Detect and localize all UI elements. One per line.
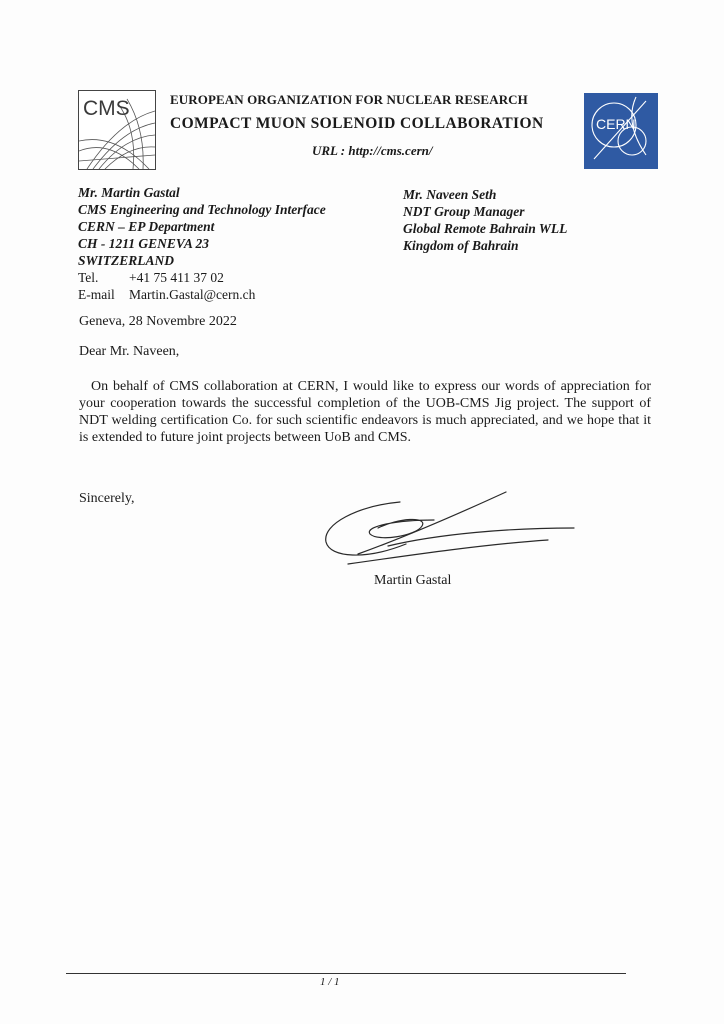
salutation: Dear Mr. Naveen, (79, 344, 180, 359)
recipient-name: Mr. Naveen Seth (403, 187, 497, 202)
recipient-title: NDT Group Manager (403, 204, 525, 219)
recipient-address-block (403, 186, 567, 254)
phone-label: Tel. (78, 270, 99, 285)
sender-phone-row (78, 269, 326, 286)
sender-title: CMS Engineering and Technology Interface (78, 202, 326, 217)
phone-number: +41 75 411 37 02 (129, 270, 224, 285)
cern-logo (584, 93, 658, 169)
closing: Sincerely, (79, 491, 135, 506)
email-label: E-mail (78, 287, 115, 302)
sender-address-block (78, 184, 326, 303)
signer-name: Martin Gastal (374, 573, 452, 588)
letter-date: Geneva, 28 Novembre 2022 (79, 314, 237, 329)
sender-name: Mr. Martin Gastal (78, 185, 180, 200)
handwritten-signature (318, 484, 580, 570)
letter-body: On behalf of CMS collaboration at CERN, I would like to express our words of appreciation for your cooperation towards the successful completion of the UOB-CMS Jig project. The support of NDT welding certification Co. for such scientific endeavors is much appreciated, and we hope that it is extended to future joint projects between UoB and CMS. (79, 379, 651, 445)
collaboration-name: COMPACT MUON SOLENOID COLLABORATION (170, 115, 544, 132)
footer-divider (66, 973, 626, 974)
sender-city: CH - 1211 GENEVA 23 (78, 236, 210, 251)
cms-logo-text: CMS (83, 97, 130, 120)
cern-logo-text: CERN (596, 116, 636, 132)
organization-name: EUROPEAN ORGANIZATION FOR NUCLEAR RESEARCH (170, 92, 528, 107)
sender-department: CERN – EP Department (78, 219, 215, 234)
sender-email-row (78, 286, 326, 303)
cms-logo (78, 90, 156, 170)
page-number: 1 / 1 (320, 976, 340, 988)
recipient-company: Global Remote Bahrain WLL (403, 221, 568, 236)
recipient-country: Kingdom of Bahrain (403, 238, 519, 253)
email-address: Martin.Gastal@cern.ch (129, 287, 256, 302)
sender-country: SWITZERLAND (78, 253, 175, 268)
website-url: URL : http://cms.cern/ (312, 143, 433, 158)
